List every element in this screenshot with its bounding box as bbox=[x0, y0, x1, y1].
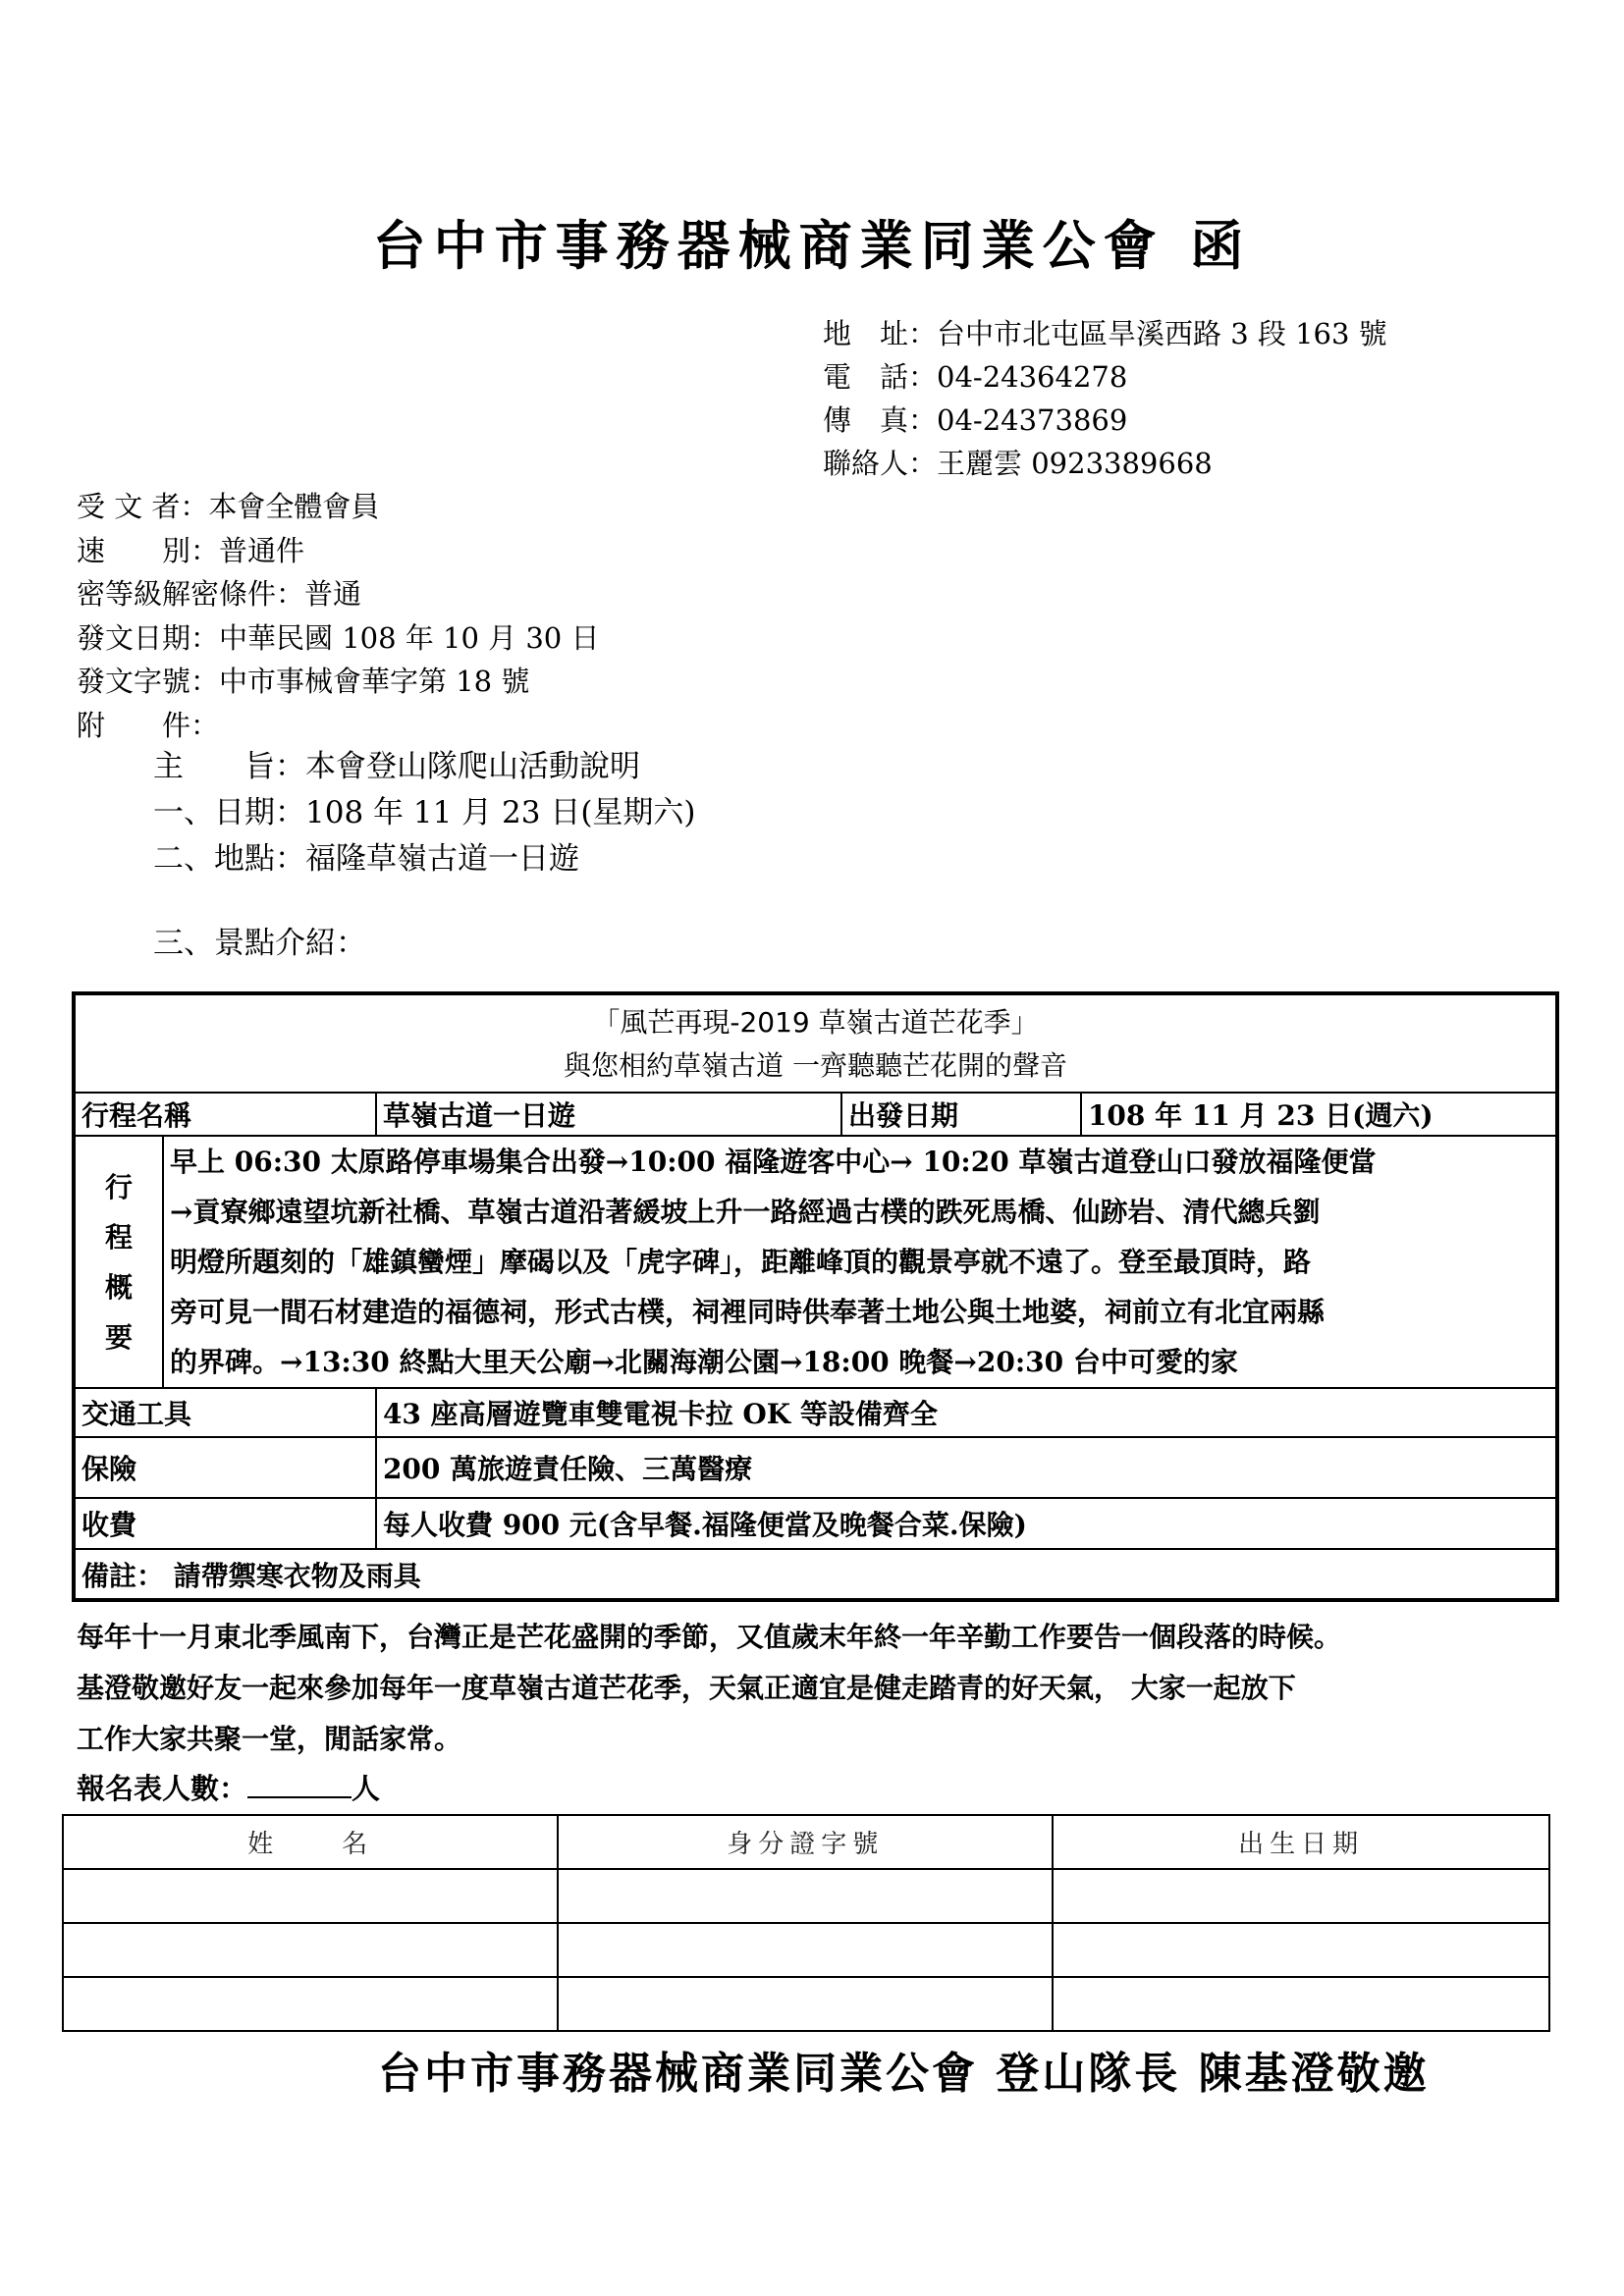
paragraph-line: 基澄敬邀好友一起來參加每年一度草嶺古道芒花季，天氣正適宜是健走踏青的好天氣， 大家一起放下 bbox=[77, 1672, 1296, 1704]
note-row: 備註： 請帶禦寒衣物及雨具 bbox=[74, 1549, 1557, 1600]
overview-label-char: 行 bbox=[104, 1170, 133, 1203]
contact-phone: 電 話：04-24364278 bbox=[823, 360, 1128, 394]
reg-cell[interactable] bbox=[558, 1977, 1053, 2031]
footer-signature: 台中市事務器械商業同業公會 登山隊長 陳基澄敬邀 bbox=[378, 2049, 1430, 2099]
meta-speed: 速 別：普通件 bbox=[77, 533, 305, 567]
depart-date-label: 出發日期 bbox=[841, 1093, 1081, 1136]
reg-cell[interactable] bbox=[1053, 1977, 1549, 2031]
contact-address: 地 址：台中市北屯區旱溪西路 3 段 163 號 bbox=[823, 317, 1387, 350]
fee-value: 每人收費 900 元(含早餐.福隆便當及晚餐合菜.保險) bbox=[376, 1498, 1557, 1549]
reg-cell[interactable] bbox=[558, 1923, 1053, 1977]
contact-person: 聯絡人：王麗雲 0923389668 bbox=[823, 447, 1213, 480]
header-line-1: 「風芒再現-2019 草嶺古道芒花季」 bbox=[592, 1006, 1039, 1039]
reg-cell[interactable] bbox=[1053, 1923, 1549, 1977]
document-title: 台中市事務器械商業同業公會 函 bbox=[372, 214, 1252, 277]
trip-table-header bbox=[74, 993, 1557, 1093]
reg-header-id: 身分證字號 bbox=[558, 1815, 1053, 1869]
overview-line: →貢寮鄉遠望坑新社橋、草嶺古道沿著緩坡上升一路經過古樸的跌死馬橋、仙跡岩、清代總兵劉 bbox=[170, 1196, 1321, 1228]
signup-unit: 人 bbox=[352, 1772, 381, 1805]
overview-line: 明燈所題刻的「雄鎮蠻煙」摩碣以及「虎字碑」，距離峰頂的觀景亭就不遠了。登至最頂時，路 bbox=[170, 1246, 1312, 1278]
meta-security: 密等級解密條件：普通 bbox=[77, 577, 362, 611]
overview-label bbox=[74, 1136, 163, 1388]
depart-date-value: 108 年 11 月 23 日(週六) bbox=[1081, 1093, 1557, 1136]
meta-recipient: 受 文 者：本會全體會員 bbox=[77, 490, 380, 523]
header-line-2: 與您相約草嶺古道 一齊聽聽芒花開的聲音 bbox=[564, 1049, 1067, 1082]
registration-table bbox=[62, 1814, 1550, 2032]
item-list bbox=[153, 744, 696, 882]
reg-header-name: 姓 名 bbox=[63, 1815, 558, 1869]
reg-cell[interactable] bbox=[1053, 1869, 1549, 1923]
item-location: 二、地點：福隆草嶺古道一日遊 bbox=[153, 841, 579, 877]
overview-line: 早上 06:30 太原路停車場集合出發→10:00 福隆遊客中心→ 10:20 草嶺古道登山口發放福隆便當 bbox=[170, 1146, 1377, 1178]
signup-blank[interactable] bbox=[247, 1771, 352, 1798]
trip-name-label: 行程名稱 bbox=[74, 1093, 376, 1136]
item-intro: 三、景點介紹： bbox=[153, 926, 366, 961]
insurance-label: 保險 bbox=[74, 1437, 376, 1498]
reg-cell[interactable] bbox=[63, 1869, 558, 1923]
reg-cell[interactable] bbox=[63, 1923, 558, 1977]
reg-cell[interactable] bbox=[63, 1977, 558, 2031]
paragraph-line: 每年十一月東北季風南下，台灣正是芒花盛開的季節，又值歲末年終一年辛勤工作要告一個段落的時候。 bbox=[77, 1621, 1342, 1653]
reg-header-birth: 出生日期 bbox=[1053, 1815, 1549, 1869]
insurance-value: 200 萬旅遊責任險、三萬醫療 bbox=[376, 1437, 1557, 1498]
signup-label: 報名表人數： bbox=[77, 1772, 248, 1805]
meta-attachment: 附 件： bbox=[77, 708, 220, 742]
meta-date: 發文日期：中華民國 108 年 10 月 30 日 bbox=[77, 620, 600, 655]
reg-cell[interactable] bbox=[558, 1869, 1053, 1923]
contact-block bbox=[823, 312, 1387, 485]
document-meta bbox=[77, 485, 599, 747]
overview-label-char: 概 bbox=[104, 1270, 133, 1304]
transport-label: 交通工具 bbox=[74, 1388, 376, 1437]
overview-line: 旁可見一間石材建造的福德祠，形式古樸，祠裡同時供奉著土地公與土地婆，祠前立有北宜兩縣 bbox=[170, 1296, 1326, 1328]
signup-count bbox=[77, 1767, 380, 1807]
overview-line: 的界碑。→13:30 終點大里天公廟→北關海潮公園→18:00 晚餐→20:30 台中可愛的家 bbox=[170, 1346, 1238, 1378]
trip-name-value: 草嶺古道一日遊 bbox=[376, 1093, 841, 1136]
contact-fax: 傳 真：04-24373869 bbox=[823, 403, 1128, 437]
trip-table bbox=[72, 991, 1559, 1602]
overview-label-char: 程 bbox=[104, 1220, 133, 1254]
overview-label-char: 要 bbox=[104, 1320, 133, 1354]
transport-value: 43 座高層遊覽車雙電視卡拉 OK 等設備齊全 bbox=[376, 1388, 1557, 1437]
overview-text bbox=[163, 1136, 1557, 1388]
item-subject: 主 旨：本會登山隊爬山活動說明 bbox=[153, 749, 640, 784]
item-date: 一、日期：108 年 11 月 23 日(星期六) bbox=[153, 795, 696, 830]
fee-label: 收費 bbox=[74, 1498, 376, 1549]
paragraph-line: 工作大家共聚一堂，閒話家常。 bbox=[77, 1723, 462, 1755]
meta-number: 發文字號：中市事械會華字第 18 號 bbox=[77, 665, 530, 698]
invitation-paragraph bbox=[77, 1612, 1579, 1765]
